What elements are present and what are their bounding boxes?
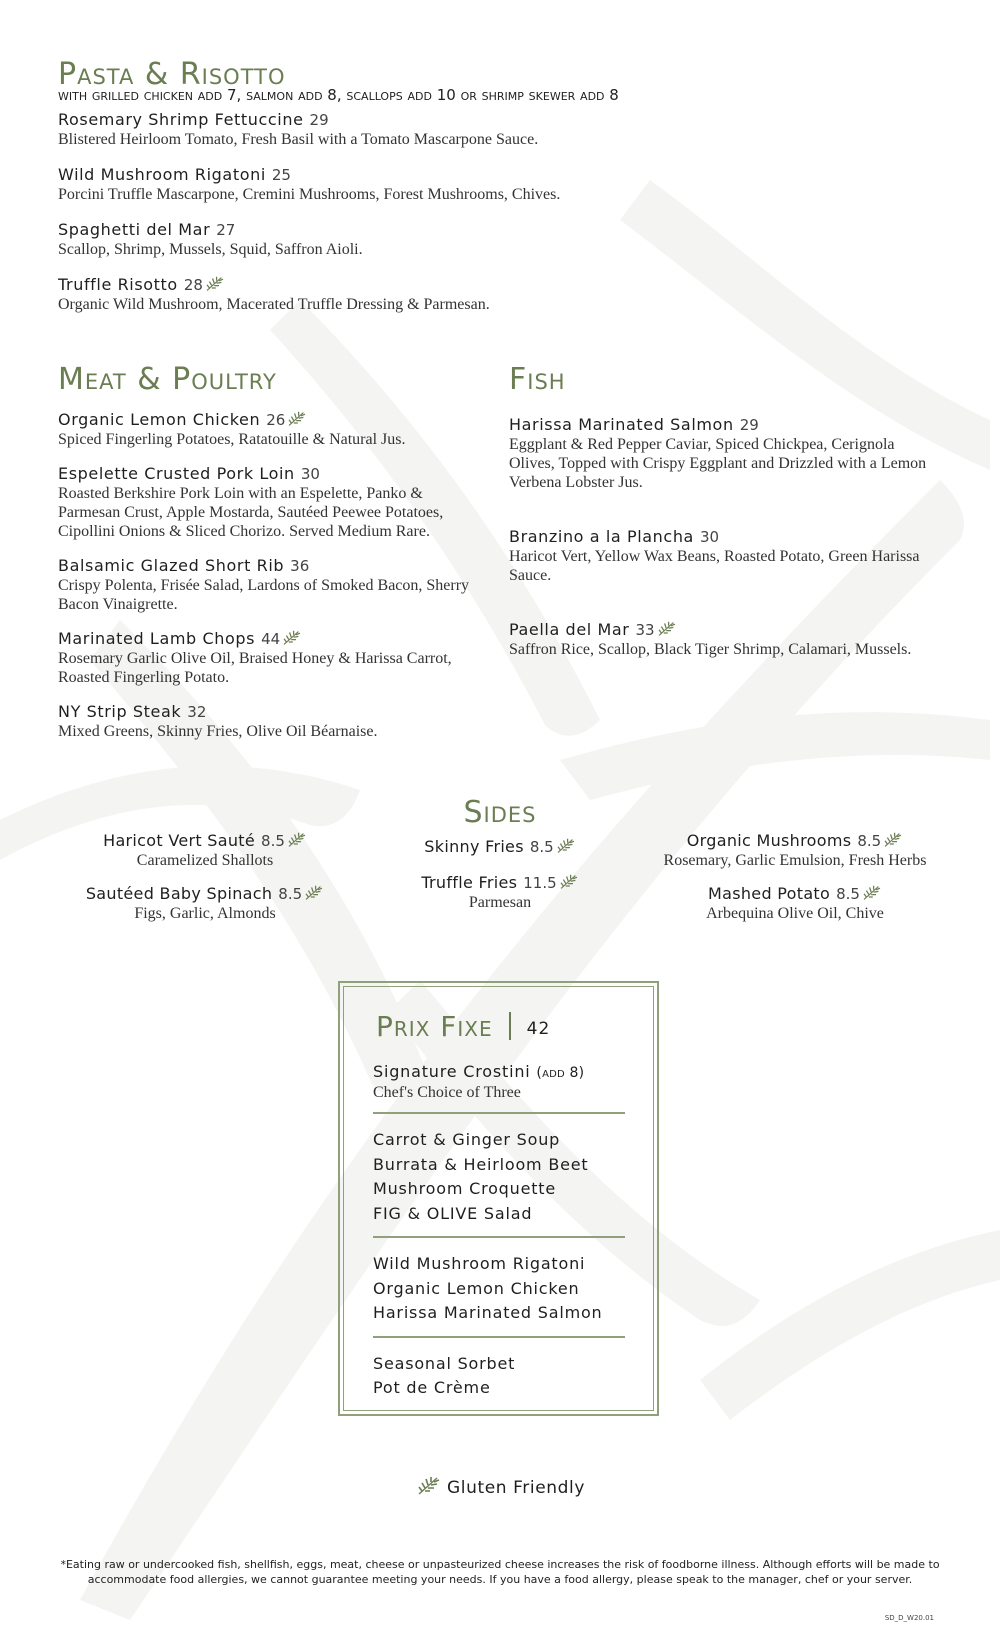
dessert-item: Pot de Crème <box>373 1378 491 1397</box>
item-name: Harissa Marinated Salmon <box>509 415 734 434</box>
gluten-friendly-leaf-icon <box>205 276 225 292</box>
legend-label: Gluten Friendly <box>446 1478 586 1498</box>
prix-fixe-price: 42 <box>526 1019 551 1039</box>
item-name: Haricot Vert Sauté <box>103 831 256 850</box>
item-price: 8.5 <box>529 838 554 856</box>
sides-right-column <box>640 831 950 923</box>
dessert-item: Seasonal Sorbet <box>373 1353 516 1373</box>
item-name: Sautéed Baby Spinach <box>85 884 273 903</box>
item-name: NY Strip Steak <box>58 702 182 721</box>
item-price: 30 <box>300 465 320 483</box>
meat-section-title: Meat & Poultry <box>58 362 277 397</box>
item-name: Rosemary Shrimp Fettuccine <box>58 110 304 129</box>
prix-fixe-separator <box>509 1012 511 1040</box>
gluten-friendly-legend <box>0 1476 1000 1498</box>
item-description: Scallop, Shrimp, Mussels, Squid, Saffron Aioli. <box>58 241 363 258</box>
gluten-friendly-leaf-icon <box>559 874 579 890</box>
gluten-friendly-leaf-icon <box>883 832 903 848</box>
starter-item: Burrata & Heirloom Beet <box>373 1154 589 1174</box>
sides-center-column <box>355 837 645 912</box>
item-description: Figs, Garlic, Almonds <box>134 905 276 922</box>
fish-section-title: Fish <box>509 362 566 397</box>
item-name: Espelette Crusted Pork Loin <box>58 464 295 483</box>
item-description: Spiced Fingerling Potatoes, Ratatouille & Natural Jus. <box>58 431 406 448</box>
item-price: 44 <box>261 630 281 648</box>
item-price: 29 <box>739 416 759 434</box>
item-name: Mashed Potato <box>708 884 831 903</box>
menu-code: SD_D_W20.01 <box>884 1614 934 1622</box>
item-description: Rosemary Garlic Olive Oil, Braised Honey & Harissa Carrot, Roasted Fingerling Potato. <box>58 650 452 686</box>
item-name: Marinated Lamb Chops <box>58 629 256 648</box>
signature-add-price: (add 8) <box>536 1065 585 1081</box>
leaf-icon <box>417 1476 441 1496</box>
menu-item <box>509 415 929 492</box>
main-item: Organic Lemon Chicken <box>373 1278 580 1298</box>
sides-left-column <box>60 831 350 923</box>
item-description: Porcini Truffle Mascarpone, Cremini Mushrooms, Forest Mushrooms, Chives. <box>58 186 561 203</box>
fish-list <box>509 415 929 659</box>
gluten-friendly-leaf-icon <box>862 885 882 901</box>
item-name: Truffle Risotto <box>58 275 178 294</box>
item-price: 28 <box>183 276 203 294</box>
item-description: Eggplant & Red Pepper Caviar, Spiced Chickpea, Cerignola Olives, Topped with Crispy Eggplant and Drizzled with a Lemon Verbena Lobster Jus. <box>509 436 927 491</box>
menu-item <box>58 410 478 449</box>
menu-item <box>58 556 478 614</box>
item-name: Branzino a la Plancha <box>509 527 694 546</box>
item-name: Truffle Fries <box>421 873 518 892</box>
prix-fixe-header <box>376 1011 550 1045</box>
item-description: Haricot Vert, Yellow Wax Beans, Roasted Potato, Green Harissa Sauce. <box>509 548 920 584</box>
menu-item <box>58 110 758 149</box>
item-description: Caramelized Shallots <box>136 852 274 869</box>
gluten-friendly-leaf-icon <box>282 630 302 646</box>
item-price: 11.5 <box>523 874 557 892</box>
gluten-friendly-leaf-icon <box>657 621 677 637</box>
item-description: Rosemary, Garlic Emulsion, Fresh Herbs <box>663 852 927 869</box>
starter-item: FIG & OLIVE Salad <box>373 1203 533 1223</box>
item-price: 26 <box>266 411 286 429</box>
item-name: Wild Mushroom Rigatoni <box>58 165 266 184</box>
starter-item: Carrot & Ginger Soup <box>373 1130 561 1149</box>
item-name: Paella del Mar <box>509 620 630 639</box>
course-divider <box>373 1112 625 1114</box>
item-description: Organic Wild Mushroom, Macerated Truffle Dressing & Parmesan. <box>58 296 490 313</box>
meat-list <box>58 410 478 741</box>
item-description: Roasted Berkshire Pork Loin with an Espelette, Panko & Parmesan Crust, Apple Mostarda, Sautéed Peewee Potatoes, Cipollini Onions & Sliced Chorizo. Served Medium Rare. <box>58 485 444 540</box>
menu-item <box>58 464 478 541</box>
item-name: Balsamic Glazed Short Rib <box>58 556 285 575</box>
food-safety-disclaimer: *Eating raw or undercooked fish, shellfish, eggs, meat, cheese or unpasteurized cheese increases the risk of foodborne illness. Although efforts will be made to accommodate food allergies, we cannot guarantee meeting your needs. If you have a food allergy, please speak to the manager, chef or your server. <box>60 1558 940 1586</box>
pasta-add-ons: with grilled chicken add 7, salmon add 8, scallops add 10 or shrimp skewer add 8 <box>58 86 619 104</box>
starter-item: Mushroom Croquette <box>373 1179 557 1198</box>
item-name: Organic Mushrooms <box>686 831 852 850</box>
menu-item <box>509 620 929 659</box>
item-name: Skinny Fries <box>424 837 524 856</box>
item-price: 8.5 <box>836 885 860 903</box>
prix-fixe-title: Prix Fixe <box>376 1010 493 1043</box>
item-price: 8.5 <box>261 832 285 850</box>
gluten-friendly-leaf-icon <box>556 838 576 854</box>
side-item <box>640 831 950 870</box>
item-description: Arbequina Olive Oil, Chive <box>706 905 884 922</box>
item-description: Crispy Polenta, Frisée Salad, Lardons of Smoked Bacon, Sherry Bacon Vinaigrette. <box>58 577 470 613</box>
menu-item <box>509 527 929 585</box>
item-price: 8.5 <box>857 832 882 850</box>
item-price: 29 <box>309 111 329 129</box>
item-name: Spaghetti del Mar <box>58 220 211 239</box>
item-price: 25 <box>271 166 291 184</box>
prix-fixe-box <box>338 981 659 1416</box>
signature-description: Chef's Choice of Three <box>373 1084 521 1101</box>
side-item <box>60 884 350 923</box>
sides-section-title: Sides <box>463 795 537 830</box>
item-price: 33 <box>635 621 655 639</box>
signature-course <box>373 1062 625 1083</box>
main-item: Wild Mushroom Rigatoni <box>373 1254 586 1273</box>
menu-item <box>58 629 478 687</box>
item-description: Parmesan <box>468 894 532 911</box>
item-description: Mixed Greens, Skinny Fries, Olive Oil Béarnaise. <box>58 723 378 740</box>
course-divider <box>373 1236 625 1238</box>
course-divider <box>373 1336 625 1338</box>
item-price: 32 <box>187 703 207 721</box>
side-item <box>60 831 350 870</box>
main-item: Harissa Marinated Salmon <box>373 1303 603 1322</box>
item-description: Blistered Heirloom Tomato, Fresh Basil with a Tomato Mascarpone Sauce. <box>58 131 539 148</box>
side-item <box>355 873 645 912</box>
pasta-list <box>58 110 758 314</box>
gluten-friendly-leaf-icon <box>287 411 307 427</box>
side-item <box>355 837 645 857</box>
item-price: 36 <box>290 557 310 575</box>
menu-item <box>58 275 758 314</box>
gluten-friendly-leaf-icon <box>287 832 307 848</box>
menu-item <box>58 220 758 259</box>
item-price: 8.5 <box>278 885 303 903</box>
item-name: Organic Lemon Chicken <box>58 410 261 429</box>
item-description: Saffron Rice, Scallop, Black Tiger Shrimp, Calamari, Mussels. <box>509 641 912 658</box>
signature-name: Signature Crostini <box>373 1062 531 1081</box>
item-price: 30 <box>699 528 720 546</box>
item-price: 27 <box>216 221 236 239</box>
pasta-section-title: Pasta & Risotto <box>58 57 286 92</box>
menu-item <box>58 702 478 741</box>
prix-fixe-courses <box>373 1062 625 1401</box>
side-item <box>640 884 950 923</box>
gluten-friendly-leaf-icon <box>304 885 324 901</box>
menu-item <box>58 165 758 204</box>
